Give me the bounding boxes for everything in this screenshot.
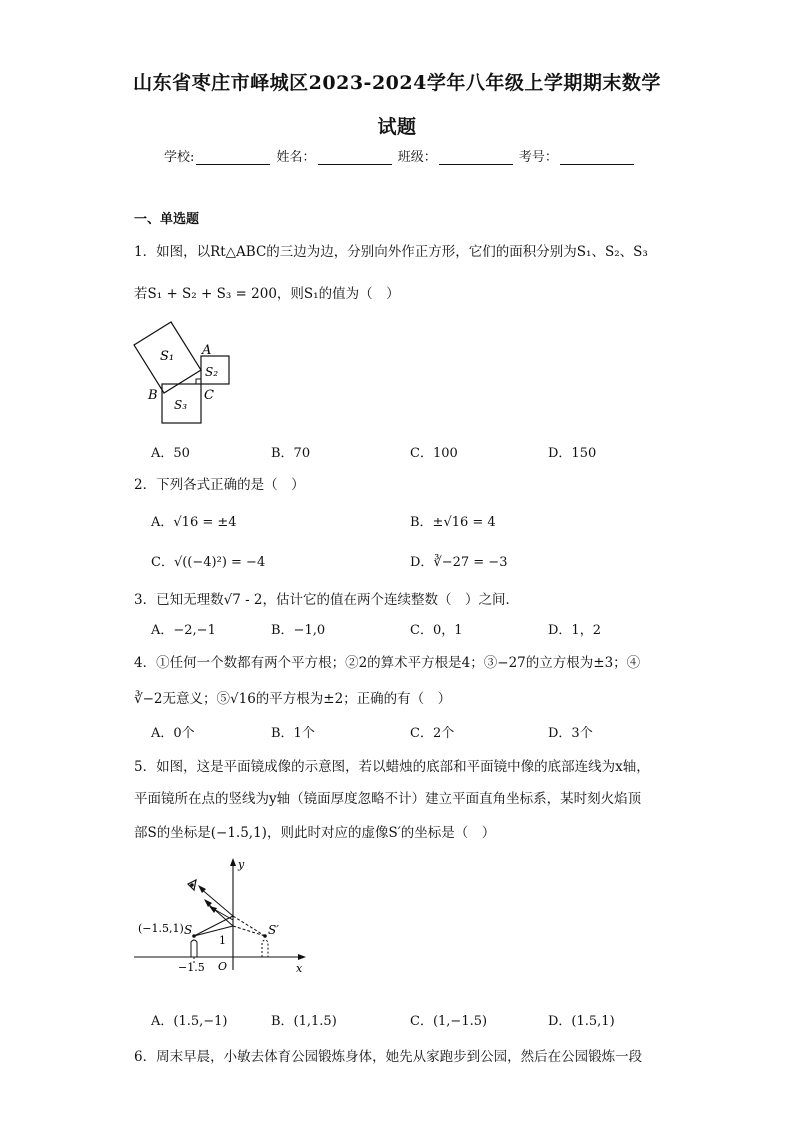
right-angle-mark [196,379,201,384]
q5-stem-line3: 部S的坐标是(−1.5,1)，则此时对应的虚像S′的坐标是（ ） [134,825,496,841]
label-s1: S₁ [160,349,175,364]
q1-option-d[interactable]: D．150 [548,446,597,461]
q5-stem-line1: 5．如图，这是平面镜成像的示意图，若以蜡烛的底部和平面镜中像的底部连线为x轴， [134,759,650,775]
x-axis-label: x [296,962,303,975]
q1-stem-line1: 1．如图，以Rt△ABC的三边为边，分别向外作正方形，它们的面积分别为S₁、S₂、S₃ [134,244,648,260]
q3-option-a[interactable]: A．−2,−1 [151,623,216,638]
q2-option-b[interactable]: B．±√16 = 4 [410,515,496,530]
incident-ray-1 [194,916,233,936]
label-s-coord: (−1.5,1) [138,922,184,935]
y-axis-label: y [238,858,245,871]
q4-option-b[interactable]: B．1个 [271,726,315,741]
student-info [164,146,636,165]
school-label: 学校: [164,150,195,165]
q3-option-b[interactable]: B．−1,0 [271,623,326,638]
q5-option-a[interactable]: A．(1.5,−1) [151,1014,228,1029]
q3-stem: 3．已知无理数√7 - 2，估计它的值在两个连续整数（ ）之间． [134,592,520,608]
q1-stem-line2: 若S₁ + S₂ + S₃ = 200，则S₁的值为（ ） [134,286,400,302]
class-blank[interactable] [439,150,513,165]
q2-option-a[interactable]: A．√16 = ±4 [151,515,237,530]
label-one: 1 [219,934,226,947]
label-b: B [148,388,158,403]
exam-no-blank[interactable] [560,150,634,165]
y-axis-arrow [230,858,236,866]
exam-no-label: 考号： [518,150,558,165]
label-s3: S₃ [174,398,188,412]
page-title: 山东省枣庄市峄城区2023-2024学年八年级上学期期末数学 [133,72,661,94]
q1-option-a[interactable]: A．50 [151,446,190,461]
q5-stem-line2: 平面镜所在点的竖线为y轴（镜面厚度忽略不计）建立平面直角坐标系，某时刻火焰顶 [134,791,642,807]
q2-stem: 2．下列各式正确的是（ ） [134,477,305,493]
label-s: S [184,923,193,937]
virtual-ray-2 [233,926,265,936]
class-label: 班级： [397,150,437,165]
label-a: A [202,343,212,358]
q5-figure [130,850,320,975]
virtual-ray-1 [233,916,265,936]
q5-option-d[interactable]: D．(1.5,1) [548,1014,615,1029]
eye-pupil [190,883,194,887]
page-title-line2: 试题 [377,116,417,138]
q4-option-c[interactable]: C．2个 [410,726,455,741]
label-neg-one-five: −1.5 [178,961,205,974]
q1-option-c[interactable]: C．100 [410,446,458,461]
section-heading: 一、单选题 [134,212,200,227]
q5-option-b[interactable]: B．(1,1.5) [271,1014,337,1029]
q4-stem-line2: ∛−2无意义；⑤√16的平方根为±2；正确的有（ ） [134,691,452,707]
q3-option-c[interactable]: C．0，1 [410,623,463,638]
label-s2: S₂ [205,365,219,379]
q1-option-b[interactable]: B．70 [271,446,311,461]
name-label: 姓名： [276,150,316,165]
candle-shape [191,940,197,957]
q1-figure [130,318,240,428]
label-c: C [204,388,214,403]
ray-arrow-3 [209,906,217,913]
incident-ray-2 [194,926,233,936]
label-s-prime: S′ [268,923,279,937]
q3-option-d[interactable]: D．1，2 [548,623,601,638]
q2-option-d[interactable]: D．∛−27 = −3 [410,555,508,570]
school-blank[interactable] [196,150,270,165]
image-candle-shape [262,940,268,957]
q5-option-c[interactable]: C．(1,−1.5) [410,1014,488,1029]
q4-stem-line1: 4．①任何一个数都有两个平方根；②2的算术平方根是4；③−27的立方根为±3；④ [134,655,641,671]
name-blank[interactable] [318,150,392,165]
x-axis-arrow [298,954,306,960]
q2-option-c[interactable]: C．√((−4)²) = −4 [151,555,266,570]
origin-label: O [218,960,228,973]
q4-option-a[interactable]: A．0个 [151,726,195,741]
q6-stem-line1: 6．周末早晨，小敏去体育公园锻炼身体，她先从家跑步到公园，然后在公园锻炼一段 [134,1049,643,1065]
q4-option-d[interactable]: D．3个 [548,726,593,741]
